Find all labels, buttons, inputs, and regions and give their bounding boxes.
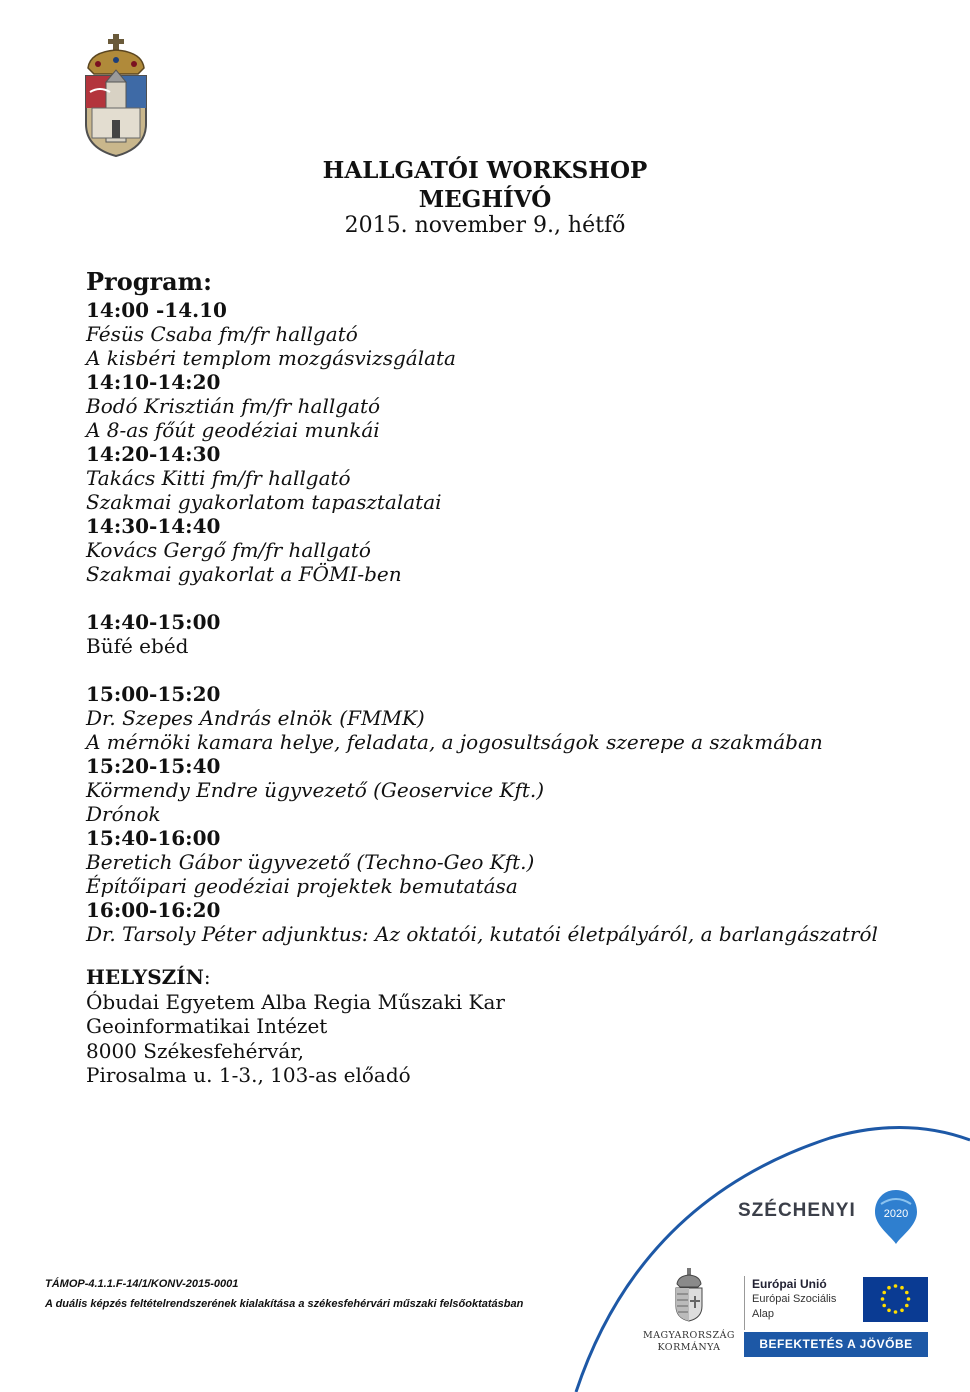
program-heading: Program: (86, 267, 212, 296)
eu-logo (744, 1276, 928, 1358)
break-time: 14:40-15:00 (86, 610, 221, 634)
program-speaker: Dr. Szepes András elnök (FMMK) (86, 706, 425, 730)
program-time: 15:20-15:40 (86, 754, 221, 778)
program-speaker: Kovács Gergő fm/fr hallgató (86, 538, 371, 562)
page-subtitle: MEGHÍVÓ (418, 186, 552, 213)
government-label (636, 1330, 742, 1354)
location-pin-icon (873, 1188, 919, 1246)
program-topic: A kisbéri templom mozgásvizsgálata (86, 346, 456, 370)
program-time: 15:40-16:00 (86, 826, 221, 850)
eu-line3: Alap (752, 1308, 775, 1320)
event-date: 2015. november 9., hétfő (344, 213, 626, 238)
program-time: 16:00-16:20 (86, 898, 221, 922)
program-speaker: Bodó Krisztián fm/fr hallgató (86, 394, 381, 418)
program-topic: A mérnöki kamara helye, feladata, a jogosultságok szerepe a szakmában (86, 730, 823, 754)
eu-line2: Európai Szociális (752, 1293, 837, 1305)
program-speaker: Körmendy Endre ügyvezető (Geoservice Kft.) (86, 778, 545, 802)
program-time: 14:10-14:20 (86, 370, 221, 394)
program-topic: Építőipari geodéziai projektek bemutatása (86, 874, 518, 898)
program-time: 14:20-14:30 (86, 442, 221, 466)
venue-line: Geoinformatikai Intézet (86, 1014, 328, 1038)
eu-banner: BEFEKTETÉS A JÖVŐBE (744, 1332, 928, 1357)
gov-line2: KORMÁNYA (657, 1342, 721, 1353)
program-speaker: Dr. Tarsoly Péter adjunktus: Az oktatói, kutatói életpályáról, a barlangászatról (86, 922, 878, 946)
page-title: HALLGATÓI WORKSHOP (322, 157, 648, 184)
gov-line1: MAGYARORSZÁG (642, 1330, 736, 1341)
program-topic: A 8-as főút geodéziai munkái (86, 418, 380, 442)
venue-colon: : (203, 965, 211, 989)
program-speaker: Fésüs Csaba fm/fr hallgató (86, 322, 358, 346)
eu-line1: Európai Unió (752, 1277, 827, 1291)
program-topic: Drónok (86, 802, 161, 826)
venue-line: 8000 Székesfehérvár, (86, 1038, 305, 1063)
hungarian-crest-icon (672, 1268, 706, 1322)
project-info (45, 1274, 523, 1314)
project-code: TÁMOP-4.1.1.F-14/1/KONV-2015-0001 (45, 1278, 239, 1290)
program-topic: Szakmai gyakorlat a FÖMI-ben (86, 562, 402, 586)
program-time: 15:00-15:20 (86, 682, 221, 706)
program-speaker: Beretich Gábor ügyvezető (Techno-Geo Kft.) (86, 850, 535, 874)
venue-line: Óbudai Egyetem Alba Regia Műszaki Kar (86, 989, 505, 1014)
eu-flag-icon (863, 1277, 928, 1322)
program-topic: Szakmai gyakorlatom tapasztalatai (86, 490, 442, 514)
venue-label: HELYSZÍN (86, 965, 204, 989)
program-time: 14:00 -14.10 (86, 298, 227, 322)
program-time: 14:30-14:40 (86, 514, 221, 538)
szechenyi-year: 2020 (883, 1208, 909, 1220)
szechenyi-label: SZÉCHENYI (738, 1200, 856, 1221)
venue-line: Pirosalma u. 1-3., 103-as előadó (86, 1063, 411, 1087)
project-title: A duális képzés feltételrendszerének kialakítása a székesfehérvári műszaki felsőoktatásban (45, 1298, 524, 1310)
program-speaker: Takács Kitti fm/fr hallgató (86, 466, 351, 490)
break-label: Büfé ebéd (86, 634, 189, 658)
